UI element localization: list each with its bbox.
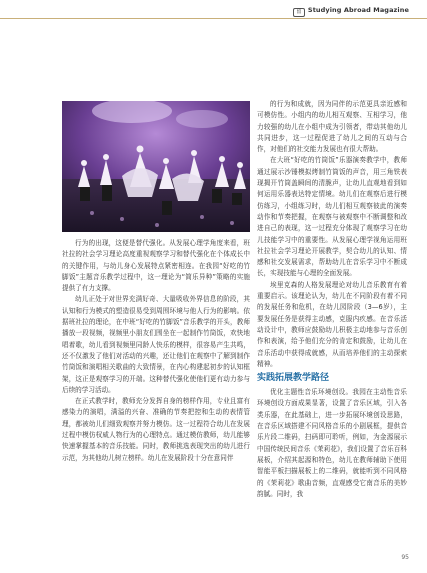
paragraph: 行为的出现，这便是替代强化。从发展心理学角度来看，班社拉的社会学习理论高度重视观察学习和替代强化在个体成长中的关键作用，与幼儿身心发展特点紧密相连。在我园“好吃的竹脚饭”主题音乐教学过程中，这一理论为“简乐异种”策略的实施提供了有力支撑。 — [62, 239, 250, 293]
paragraph: 在大班“好吃的竹筒饭”乐器演奏教学中，教师通过展示沙锤模拟烤制竹筒饭的声音，用三角铁表现揭开竹筒盖瞬间的清脆声，让幼儿直观地看到如何运用乐器表达特定情境。幼儿们在观察后进行模仿练习，小组练习时，幼儿们相互观察彼此的演奏动作和节奏把握，在观察与被观察中不断调整和改进自己的表现，这一过程充分体现了观察学习在幼儿技能学习中的重要性。从发展心理学视角运用班社拉社会学习理论开展教学，契合幼儿的认知、情感和社交发展需求，帮助幼儿在音乐学习中不断成长，实现技能与心理的全面发展。 — [257, 156, 407, 278]
paragraph: 埃里克森的人格发展理论对幼儿音乐教育有着重要启示。该理论认为，幼儿在不同阶段有着不同的发展任务和危机，在幼儿园阶段（3—6岁），主要发展任务是获得主动感，克服内疚感。在音乐活动设计中，教师应鼓励幼儿积极主动地参与音乐创作和表演，给予他们充分的肯定和鼓励，让幼儿在音乐活动中获得成就感，从而培养他们的主动探索精神。 — [257, 280, 407, 368]
paragraph: 优化主题性音乐环境创设。我园在主动性音乐环境创设方面成果显著，设置了音乐区域，引入各类乐器，在此基础上，进一步拓展环境创设思路，在音乐区域搭建不同风格音乐的小剧展框，提供音乐片段二维码，扫码即可聆听，例如，为金源展示中国传统民间音乐《茉莉花》，我们设置了音乐百科展板，介绍其起源和特色，幼儿在教师辅助下使用智能平板扫描展板上的二维码，就能听到不同风格的《茉莉花》歌曲音频，直观感受它南音乐的美妙韵腻。同时，我 — [257, 388, 407, 498]
dance-performance-photo — [62, 101, 250, 232]
page-header — [0, 0, 427, 26]
right-column — [257, 99, 407, 500]
left-column — [62, 238, 250, 464]
magazine-logo-icon: 留 — [293, 8, 305, 17]
header-rule — [0, 18, 427, 19]
magazine-title: Studying Abroad Magazine — [307, 6, 409, 14]
paragraph: 幼儿正处于对世界充满好奇、大量吸收外界信息的阶段，其认知和行为模式的塑造很易受到周围环境与他人行为的影响。依据班社拉的理论，在中班“好吃的竹脚饭”音乐教学的开头，教师播放一段视频，视频里小朋友们围坐在一起制作竹筒饭，欢快地唱着歌，幼儿看到视频里同龄人快乐的模样，很容易产生共鸣，还不仅激发了他们对活动的兴趣，还让他们在观察中了解到制作竹筒饭和演唱相关歌曲的大致情景，在内心构建起初步的认知框架，这正是观察学习的开端。这种替代强化使他们更有动力参与后续的学习活动。 — [62, 295, 250, 394]
paragraph: 的行为和成就，因为同伴的示范更具亲近感和可模仿性。小组内的幼儿相互观察、互相学习，他力较强的幼儿在小组中成为引领者，带动其他幼儿共同进步，这一过程促进了幼儿之间的互动与合作，对他们的社交能力发展也有很大帮助。 — [257, 100, 407, 154]
paragraph: 在正式教学时，教师充分发挥自身的榜样作用，专业且富有感染力的演唱，满溢的兴奋、准确的节奏把控和生动的表情管理，都被幼儿们细致观察并努力模仿。这一过程符合幼儿在发展过程中模仿权威人物行为的心理特点。通过模仿教师，幼儿能够快速掌握基本的音乐技能。同时，教师挑选表现突出的幼儿进行示范，为其他幼儿树立榜样。幼儿在发展阶段十分在意同伴 — [62, 397, 250, 462]
page-number: 95 — [401, 554, 409, 561]
section-heading: 实践拓展教学路径 — [257, 373, 330, 384]
